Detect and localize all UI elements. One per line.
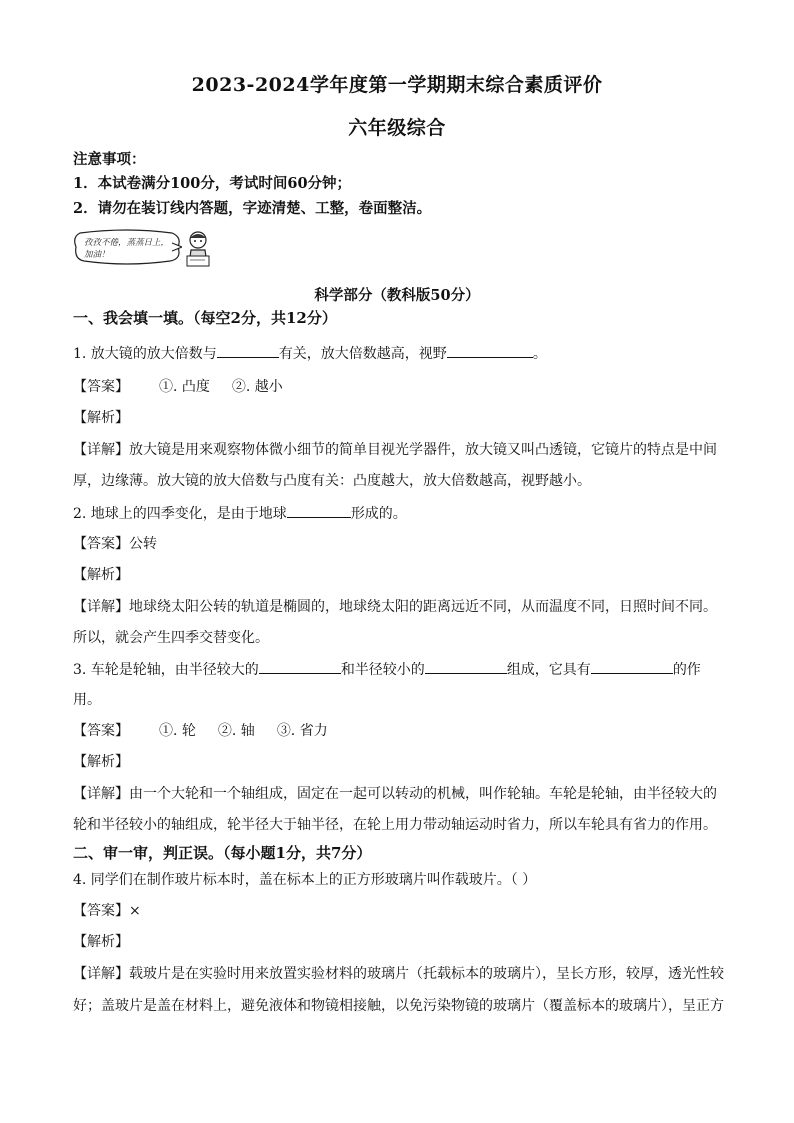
q2-text-b: 形成的。 bbox=[350, 506, 407, 522]
note-item-1: 1．本试卷满分100分，考试时间60分钟； bbox=[73, 175, 352, 192]
q4-answer: × bbox=[129, 903, 141, 919]
question-1 bbox=[73, 343, 723, 364]
q1-text-c: 有关，放大倍数越高，视野 bbox=[278, 346, 447, 362]
q1-answer-1: ①. 凸度 bbox=[159, 379, 210, 395]
q2-detail-2: 所以，就会产生四季交替变化。 bbox=[73, 630, 269, 646]
q4-detail-text-1: 载玻片是在实验时用来放置实验材料的玻璃片（托载标本的玻璃片），呈长方形，较厚，透光性较 bbox=[129, 966, 724, 982]
q3-blank-3[interactable] bbox=[591, 659, 673, 674]
q3-text-b: 和半径较小的 bbox=[340, 662, 425, 678]
q1-text-a: 1. 放大镜 bbox=[73, 346, 133, 362]
section-1-title: 一、我会填一填。（每空2分，共12分） bbox=[73, 309, 337, 327]
q3-text-c: 组成，它具有 bbox=[506, 662, 591, 678]
q1-blank-1[interactable] bbox=[217, 343, 279, 358]
question-3 bbox=[73, 659, 723, 680]
student-cartoon-icon bbox=[183, 230, 213, 270]
part-title: 科学部分（教科版50分） bbox=[314, 287, 480, 304]
note-item-2: 2．请勿在装订线内答题，字迹清楚、工整，卷面整洁。 bbox=[73, 200, 432, 217]
q1-blank-2[interactable] bbox=[447, 343, 533, 358]
answer-label: 【答案】 bbox=[73, 536, 129, 552]
q2-detail-text-1: 地球绕太阳公转的轨道是椭圆的，地球绕太阳的距离远近不同，从而温度不同，日照时间不同。 bbox=[129, 599, 717, 615]
q2-analysis-label: 【解析】 bbox=[73, 567, 129, 583]
q1-detail-1 bbox=[73, 440, 723, 460]
q3-detail-text-1: 由一个大轮和一个轴组成，固定在一起可以转动的机械，叫作轮轴。车轮是轮轴，由半径较大的 bbox=[129, 786, 717, 802]
q2-answer-row bbox=[73, 534, 723, 554]
q3-blank-1[interactable] bbox=[259, 659, 341, 674]
q3-answer-1: ①. 轮 bbox=[159, 723, 196, 739]
answer-label: 【答案】 bbox=[73, 379, 129, 395]
q4-detail-1 bbox=[73, 964, 723, 984]
q2-text-a: 2. 地球上的四季变化，是由于地球 bbox=[73, 506, 287, 522]
answer-label: 【答案】 bbox=[73, 903, 129, 919]
q3-text-d: 的作 bbox=[672, 662, 701, 678]
svg-text:孜孜不倦，蒸蒸日上，: 孜孜不倦，蒸蒸日上， bbox=[84, 238, 170, 248]
q4-answer-row bbox=[73, 901, 723, 921]
q3-answer-row bbox=[73, 721, 723, 741]
detail-label: 【详解】 bbox=[73, 599, 129, 615]
q3-detail-1 bbox=[73, 784, 723, 804]
q1-answer-2: ②. 越小 bbox=[231, 379, 283, 395]
exam-subtitle: 六年级综合 bbox=[348, 117, 446, 139]
q3-text-a: 3. 车轮是轮轴，由半径较大的 bbox=[73, 662, 259, 678]
q3-answer-3: ③. 省力 bbox=[276, 723, 328, 739]
q2-blank-1[interactable] bbox=[287, 503, 351, 518]
q3-detail-2: 轮和半径较小的轴组成，轮半径大于轴半径，在轮上用力带动轴运动时省力，所以车轮具有省力的作用。 bbox=[73, 817, 717, 833]
q2-answer: 公转 bbox=[129, 536, 157, 552]
detail-label: 【详解】 bbox=[73, 786, 129, 802]
q1-analysis-label: 【解析】 bbox=[73, 410, 129, 426]
section-2-title: 二、审一审，判正误。（每小题1分，共7分） bbox=[73, 844, 372, 862]
q4-analysis-label: 【解析】 bbox=[73, 934, 129, 950]
exam-title: 2023-2024学年度第一学期期末综合素质评价 bbox=[191, 74, 603, 96]
q4-detail-2: 好；盖玻片是盖在材料上，避免液体和物镜相接触，以免污染物镜的玻璃片（覆盖标本的玻璃片），呈正方 bbox=[73, 998, 724, 1014]
q1-answer-row bbox=[73, 377, 723, 397]
encouragement-bubble-icon bbox=[72, 229, 182, 265]
q1-detail-2: 厚，边缘薄。放大镜的放大倍数与凸度有关：凸度越大，放大倍数越高，视野越小。 bbox=[73, 473, 591, 489]
detail-label: 【详解】 bbox=[73, 442, 129, 458]
answer-label: 【答案】 bbox=[73, 723, 129, 739]
q3-blank-2[interactable] bbox=[425, 659, 507, 674]
q1-text-b: 的放大倍数与 bbox=[132, 346, 217, 362]
detail-label: 【详解】 bbox=[73, 966, 129, 982]
q1-text-d: 。 bbox=[532, 346, 547, 362]
question-4: 4. 同学们在制作玻片标本时，盖在标本上的正方形玻璃片叫作载玻片。（ ） bbox=[73, 872, 537, 888]
q3-answer-2: ②. 轴 bbox=[217, 723, 255, 739]
svg-text:加油！: 加油！ bbox=[84, 250, 110, 260]
question-2 bbox=[73, 503, 723, 524]
q3-text-e: 用。 bbox=[73, 692, 101, 708]
q2-detail-1 bbox=[73, 597, 723, 617]
notes-heading: 注意事项： bbox=[73, 151, 146, 168]
q3-analysis-label: 【解析】 bbox=[73, 754, 129, 770]
q1-detail-text-1: 放大镜是用来观察物体微小细节的简单目视光学器件，放大镜又叫凸透镜，它镜片的特点是中间 bbox=[129, 442, 717, 458]
